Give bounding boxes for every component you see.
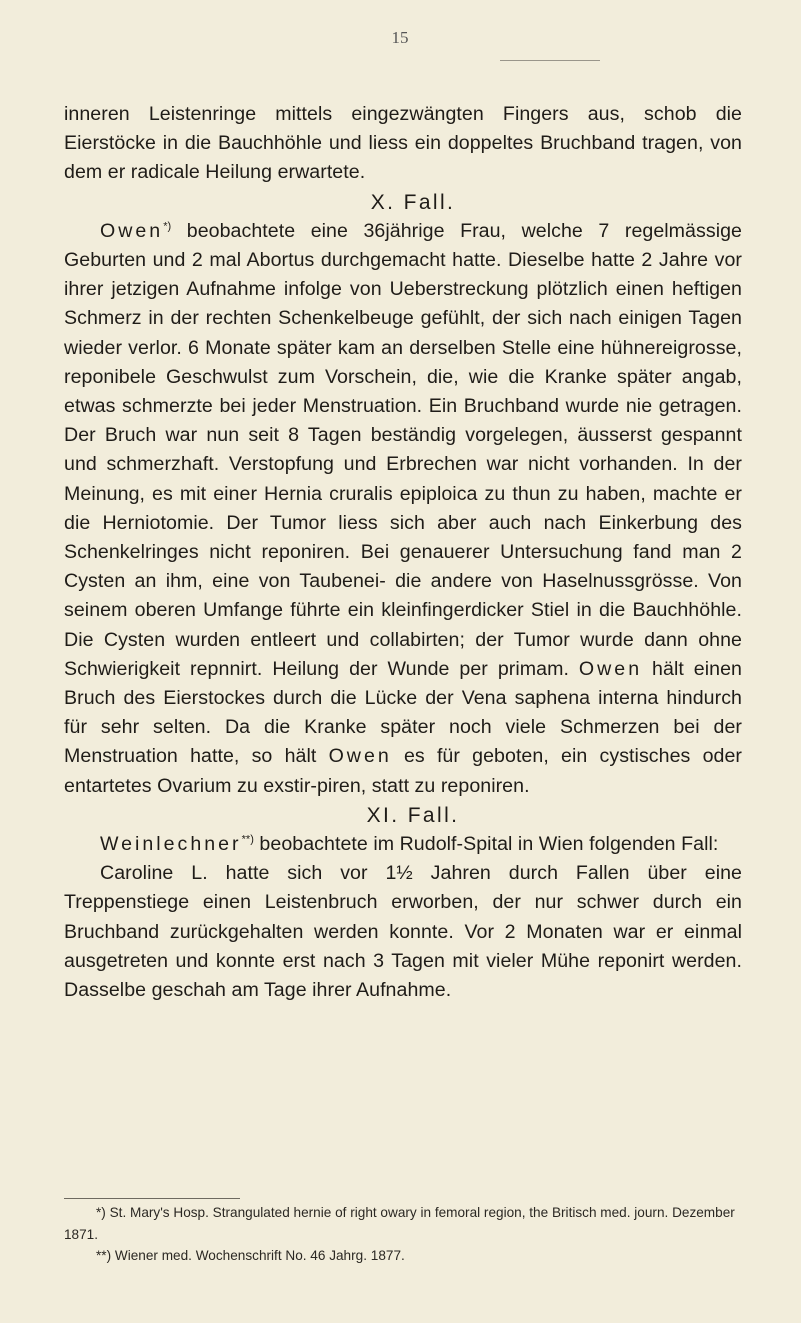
author-name: Owen xyxy=(100,219,164,242)
footnote-mark: *) xyxy=(96,1205,106,1220)
footnote-2 xyxy=(64,1245,742,1267)
footnote-reference: *) xyxy=(163,220,172,233)
intro-paragraph: inneren Leistenringe mittels eingezwängten Fingers aus, schob die Eierstöcke in die Bauchhöhle und liess ein doppeltes Bruchband tragen, von dem er radicale Heilung erwartete. xyxy=(64,103,742,184)
footnote-text: St. Mary's Hosp. Strangulated hernie of right owary in femoral region, the Britisch med. journ. Dezember 1871. xyxy=(64,1205,735,1242)
author-name: Weinlechner xyxy=(100,833,242,856)
case-10-text: beobachtete eine 36jährige Frau, welche 7 regelmässige Geburten und 2 mal Abortus durchgemacht hatte. Dieselbe hatte 2 Jahre vor ihrer jetzigen Aufnahme infolge von Ueberstreckung plötzlich einen heftigen Schmerz in der rechten Schenkelbeuge gefühlt, der sich nach einigen Tagen wieder verlor. 6 Monate später kam an derselben Stelle eine hühnereigrosse, reponibele Geschwulst zum Vorschein, die, wie die Kranke später angab, etwas schmerzte bei jeder Menstruation. Ein Bruchband wurde nie getragen. Der Bruch war nun seit 8 Tagen beständig vorgelegen, äusserst gespannt und schmerzhaft. Verstopfung und Erbrechen war nicht vorhanden. In der Meinung, es mit einer Hernia cruralis epiploica zu thun zu haben, machte er die Herniotomie. Der Tumor liess sich aber auch nach Einkerbung des Schenkelringes nicht reponiren. Bei genauerer Untersuchung fand man 2 Cysten an ihm, eine von Taubenei- die andere von Haselnussgrösse. Von seinem oberen Umfange führte ein kleinfingerdicker Stiel in die Bauchhöhle. Die Cysten wurden entleert und collabirten; der Tumor wurde dann ohne Schwierigkeit repnnirt. Heilung der Wunde per primam. xyxy=(64,219,742,680)
body-text xyxy=(64,100,742,1005)
footnotes xyxy=(64,1202,742,1267)
case-11-paragraph: Caroline L. hatte sich vor 1½ Jahren durch Fallen über eine Treppenstiege einen Leistenbruch erworben, der nur schwer durch ein Bruchband zurückgehalten werden konnte. Vor 2 Monaten war er einmal ausgetreten und konnte erst nach 3 Tagen mit vieler Mühe reponirt werden. Dasselbe geschah am Tage ihrer Aufnahme. xyxy=(64,862,742,1002)
page-number: 15 xyxy=(391,28,409,47)
case-11-heading: XI. Fall. xyxy=(366,803,460,827)
footnote-reference: **) xyxy=(241,833,254,846)
header-rule xyxy=(500,60,600,61)
case-11-intro-text: beobachtete im Rudolf-Spital in Wien folgenden Fall: xyxy=(253,833,719,856)
author-name: Owen xyxy=(578,657,643,680)
footnote-1 xyxy=(64,1202,742,1245)
footnote-text: Wiener med. Wochenschrift No. 46 Jahrg. 1877. xyxy=(114,1248,405,1263)
footnote-rule xyxy=(64,1198,240,1199)
footnote-mark: **) xyxy=(96,1248,112,1263)
case-10-text-continued: hält einen Bruch des Eierstockes durch die Lücke der Vena saphena interna hindurch für sehr selten. Da die Kranke später noch viele Schmerzen bei der Menstruation hatte, so hält xyxy=(64,657,742,768)
case-10-text-end: es für geboten, ein cystisches oder entartetes Ovarium zu exstir-piren, statt zu reponiren. xyxy=(64,745,742,797)
author-name: Owen xyxy=(328,745,392,768)
case-11-intro-paragraph xyxy=(64,830,742,859)
case-10-paragraph xyxy=(64,217,742,801)
case-10-heading: X. Fall. xyxy=(370,190,456,214)
